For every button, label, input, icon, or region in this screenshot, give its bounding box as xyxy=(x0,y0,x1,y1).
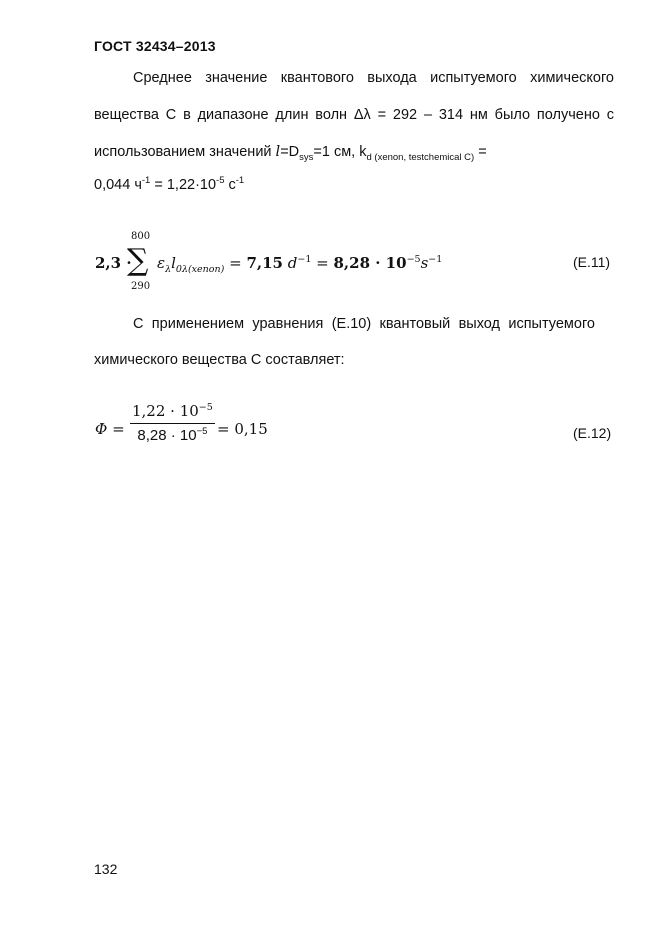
l-symbol: l xyxy=(275,144,281,160)
equation-number: (E.12) xyxy=(573,425,612,441)
superscript: −1 xyxy=(428,254,443,265)
numerator xyxy=(130,402,215,423)
value: 8,28 · 10 xyxy=(333,254,407,272)
superscript: -1 xyxy=(141,175,151,187)
superscript: −5 xyxy=(198,402,213,413)
paragraph-line-4 xyxy=(94,177,244,193)
phi-symbol: Φ = xyxy=(95,420,125,438)
document-header: ГОСТ 32434–2013 xyxy=(94,38,216,54)
text: 0,044 ч xyxy=(94,177,142,193)
sum-lower-limit: 290 xyxy=(131,281,151,292)
paragraph-line-5 xyxy=(133,316,595,332)
subscript: d (xenon, testchemical C) xyxy=(366,151,475,163)
fraction xyxy=(130,402,215,444)
epsilon: ε xyxy=(157,254,166,272)
denominator-text: 8,28 · 10 xyxy=(137,427,197,444)
text: с xyxy=(224,177,236,193)
paragraph-line-2 xyxy=(94,107,614,123)
numerator-text: 1,22 · 10 xyxy=(132,402,199,420)
coefficient: 2,3 · xyxy=(95,254,132,272)
sum-upper-limit: 800 xyxy=(131,231,151,242)
superscript: -1 xyxy=(235,175,245,187)
paragraph-line-1 xyxy=(133,70,614,86)
text: С применением уравнения (E.10) квантовый выход испытуемого xyxy=(133,316,595,332)
text: использованием значений xyxy=(94,144,276,160)
text: = 1,22·10 xyxy=(150,177,217,193)
superscript: −1 xyxy=(297,254,312,265)
text: вещества С в диапазоне длин волн Δλ = 292 – 314 нм было получено с xyxy=(94,107,614,123)
equals: = xyxy=(311,254,334,272)
subscript: 0λ(xenon) xyxy=(175,264,225,275)
sum-sign-icon: ∑ xyxy=(127,243,149,278)
paragraph-line-3 xyxy=(94,144,487,163)
text: Среднее значение квантового выхода испытуемого химического xyxy=(133,70,614,86)
superscript: -5 xyxy=(216,175,225,187)
denominator xyxy=(130,424,215,444)
equals: = xyxy=(224,254,247,272)
subscript: sys xyxy=(299,151,314,163)
subscript: λ xyxy=(165,264,172,275)
page-number: 132 xyxy=(94,861,118,877)
result: = 0,15 xyxy=(217,420,268,438)
l-symbol: l xyxy=(171,254,176,272)
s-symbol: s xyxy=(420,254,429,272)
value: 7,15 xyxy=(246,254,283,272)
text: = xyxy=(474,144,487,160)
superscript: −5 xyxy=(196,426,208,437)
d-symbol: d xyxy=(282,254,298,272)
superscript: −5 xyxy=(406,254,421,265)
text: =D xyxy=(280,144,300,160)
equation-number: (E.11) xyxy=(573,254,611,270)
equation-body xyxy=(157,254,443,275)
text: химического вещества С составляет: xyxy=(94,352,345,368)
text: =1 см, k xyxy=(313,144,367,160)
paragraph-line-6 xyxy=(94,352,345,368)
